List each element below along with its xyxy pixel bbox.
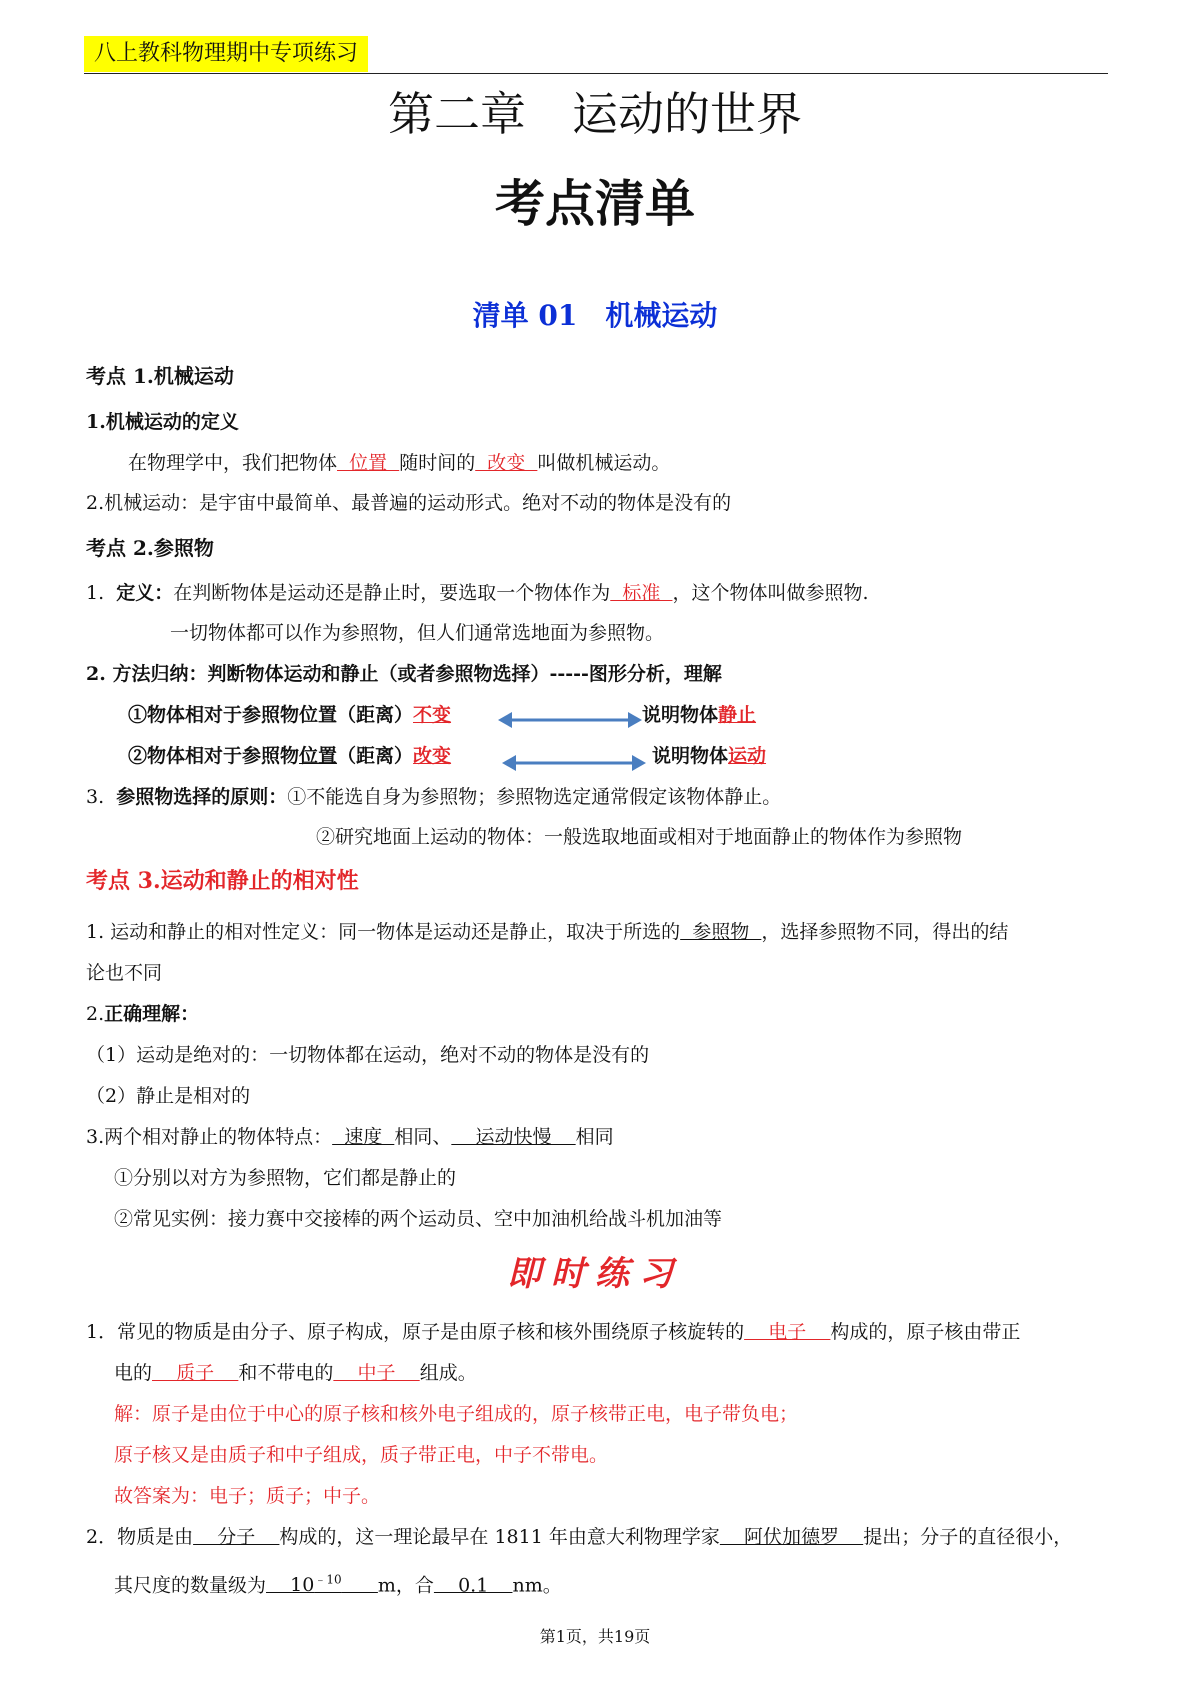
text: 构成的，这一理论最早在 1811 年由意大利物理学家 [279,1526,720,1548]
kp2-definition-line2: 一切物体都可以作为参照物，但人们通常选地面为参照物。 [170,622,665,644]
text: 位置 [299,745,338,767]
double-arrow-icon [498,709,642,731]
q1-solution-1: 解：原子是由位于中心的原子核和核外电子组成的，原子核带正电，电子带负电； [114,1403,799,1425]
exponent: ﹣10 [314,1573,342,1587]
practice-title: 即时练习 [507,1254,683,1294]
text: 相同、 [394,1126,452,1148]
answer-unchanged: 不变 [413,704,452,726]
answer-change: 改变 [475,452,538,474]
answer-speed: 速度 [332,1126,395,1148]
kp3-r3-2: ②常见实例：接力赛中交接棒的两个运动员、空中加油机给战斗机加油等 [114,1208,723,1230]
text: 组成。 [419,1362,477,1384]
kp2-definition [86,579,868,607]
kp3-r1-cont: 论也不同 [86,962,163,984]
text: 在物理学中，我们把物体 [128,452,338,474]
kp1-s1-line [128,449,670,477]
text: 1. 运动和静止的相对性定义：同一物体是运动还是静止，取决于所选的 [86,921,681,943]
text: nm。 [512,1574,562,1597]
answer-electron: 电子 [744,1321,831,1343]
kp3-r2-2: （2）静止是相对的 [86,1085,251,1107]
answer-proton: 质子 [152,1362,239,1384]
q1-solution-3: 故答案为：电子；质子；中子。 [114,1485,381,1507]
text [342,1574,378,1596]
answer-position: 位置 [337,452,400,474]
label: 正确理解： [104,1003,200,1025]
q2-line2 [114,1566,562,1599]
kp2-method-row2-left [128,742,451,770]
answer-motion-rate: 运动快慢 [451,1126,576,1148]
num: 1. [86,582,105,604]
list-title: 清单 01 机械运动 [472,299,718,332]
text: 叫做机械运动。 [537,452,671,474]
q1-line1 [86,1318,1020,1346]
text: 其尺度的数量级为 [114,1574,267,1597]
text: （距离） [337,745,414,767]
text: 10 [266,1574,315,1597]
text: 随时间的 [399,452,476,474]
kp2-heading: 考点 2.参照物 [86,536,214,560]
q1-line2 [114,1359,477,1387]
label: 定义： [116,582,174,604]
text: ，选择参照物不同，得出的结 [761,921,1009,943]
kp1-s1-heading: 1.机械运动的定义 [86,411,239,433]
answer-avogadro: 阿伏加德罗 [719,1526,864,1548]
text: 构成的，原子核由带正 [830,1321,1021,1343]
kp1-heading: 考点 1.机械运动 [86,364,234,388]
kp3-r2 [86,1000,199,1028]
text: 3.两个相对静止的物体特点： [86,1126,333,1148]
text: ②物体相对于参照物 [128,745,300,767]
page-number: 第1页，共19页 [539,1627,651,1646]
answer-changed: 改变 [413,745,452,767]
answer-neutron: 中子 [333,1362,420,1384]
answer-nm: 0.1 [433,1574,513,1597]
kp2-method-row2-right [652,742,766,770]
kp1-s2: 2.机械运动：是宇宙中最简单、最普遍的运动形式。绝对不动的物体是没有的 [86,492,732,514]
kp2-method-row1-left [128,701,451,729]
answer-moving: 运动 [728,745,767,767]
text: ①物体相对于参照物位置（距离） [128,704,414,726]
text: 在判断物体是运动还是静止时，要选取一个物体作为 [173,582,611,604]
chapter-title: 第二章 运动的世界 [388,87,802,141]
kp3-r3-1: ①分别以对方为参照物，它们都是静止的 [114,1167,457,1189]
num: 3. [86,786,105,808]
num: 2. [86,1003,105,1025]
text: ①不能选自身为参照物；参照物选定通常假定该物体静止。 [287,786,782,808]
answer-reference: 参照物 [680,921,762,943]
text: 电的 [114,1362,153,1384]
page-subtitle: 考点清单 [495,174,695,233]
text: 和不带电的 [238,1362,334,1384]
double-arrow-icon [502,752,646,774]
kp2-method-heading: 2. 方法归纳：判断物体运动和静止（或者参照物选择）-----图形分析，理解 [86,663,722,685]
text: ，这个物体叫做参照物. [672,582,869,604]
kp2-principle-2: ②研究地面上运动的物体：一般选取地面或相对于地面静止的物体作为参照物 [316,826,963,848]
text: m，合 [377,1574,434,1597]
kp3-r1 [86,918,1008,946]
kp3-r3 [86,1123,614,1151]
header-rule [84,73,1108,74]
q1-solution-2: 原子核又是由质子和中子组成，质子带正电，中子不带电。 [114,1444,609,1466]
text: 2．物质是由 [86,1526,194,1548]
answer-static: 静止 [718,704,757,726]
header-tag: 八上教科物理期中专项练习 [84,36,368,72]
answer-molecule: 分子 [193,1526,280,1548]
kp3-heading: 考点 3.运动和静止的相对性 [86,868,359,894]
kp2-method-row1-right [642,701,756,729]
text: 1．常见的物质是由分子、原子构成，原子是由原子核和核外围绕原子核旋转的 [86,1321,745,1343]
text: 说明物体 [642,704,719,726]
label: 参照物选择的原则： [116,786,288,808]
answer-magnitude [266,1574,378,1596]
kp2-principle [86,783,781,811]
text: 提出；分子的直径很小， [863,1526,1073,1548]
text: 说明物体 [652,745,729,767]
text: 相同 [575,1126,614,1148]
q2-line1 [86,1523,1072,1551]
kp3-r2-1: （1）运动是绝对的：一切物体都在运动，绝对不动的物体是没有的 [86,1044,650,1066]
answer-standard: 标准 [610,582,673,604]
